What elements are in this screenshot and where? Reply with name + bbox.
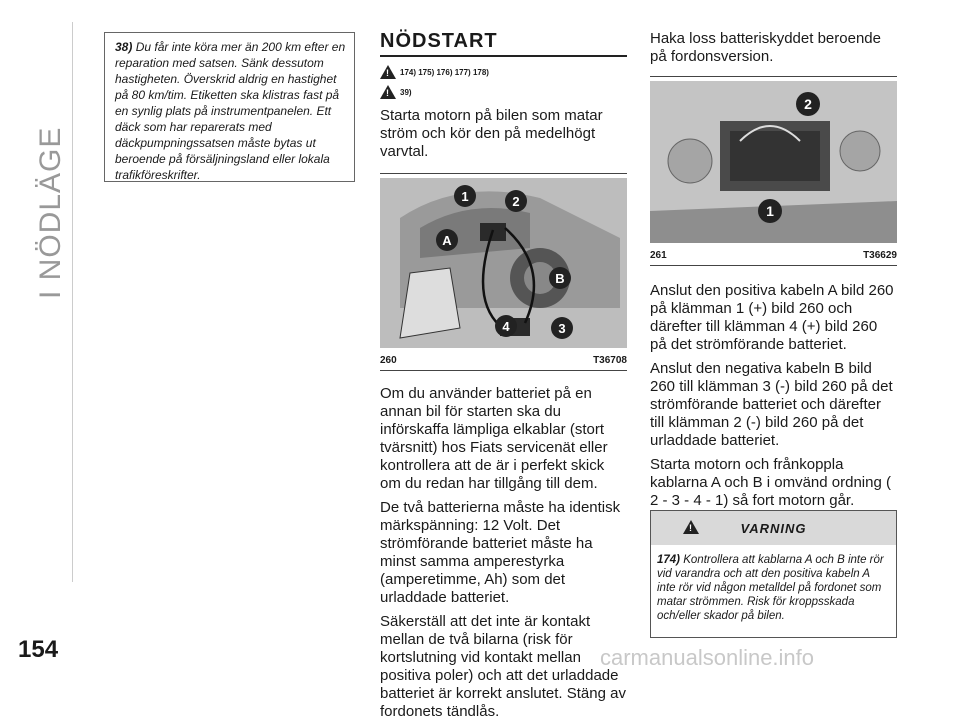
fig261-label-2: 2: [804, 96, 812, 112]
attention-triangle-icon: [380, 85, 396, 99]
warning-box: [650, 510, 897, 638]
attention-ref-text: 39): [400, 87, 412, 97]
figure-261-code: T36629: [863, 250, 897, 261]
figure-261: [650, 76, 897, 261]
paragraph-negative-cable: Anslut den negativa kabeln B bild 260 till klämman 3 (-) bild 260 på det strömförande batteriet och därefter till klämman 2 (-) bild 260 på det urladdade batteriet.: [650, 360, 893, 449]
fig260-label-4: 4: [502, 319, 510, 334]
section-heading: NÖDSTART: [380, 30, 627, 57]
column-middle: [380, 30, 627, 727]
figure-260-number: 260: [380, 355, 397, 366]
intro-paragraph: Starta motorn på bilen som matar ström och kör den på medelhögt varvtal.: [380, 107, 603, 160]
warning-text: Kontrollera att kablarna A och B inte rör vid varandra och att den positiva kabeln A inte rör vid någon metalldel på fordonet som matar strömmen. Risk för kroppsskada och/eller skador på bilen.: [657, 554, 884, 622]
chapter-side-tab: [20, 22, 70, 582]
figure-260: [380, 173, 627, 366]
fig261-label-1: 1: [766, 203, 774, 219]
note-box: [104, 32, 355, 182]
warning-triangle-icon: [380, 65, 396, 79]
warning-title: VARNING: [740, 520, 807, 536]
warning-ref: 174): [657, 554, 681, 566]
fig260-label-b: B: [555, 271, 565, 286]
fig260-label-2: 2: [512, 194, 520, 209]
paragraph-voltage: De två batterierna måste ha identisk märkspänning: 12 Volt. Det strömförande batteriet måste ha minst samma amperestyrka (amperetimme, Ah) som det urladdade batteriet.: [380, 499, 621, 606]
paragraph-start-engine: Starta motorn och frånkoppla kablarna A och B i omvänd ordning ( 2 - 3 - 4 - 1) så fort motorn går.: [650, 456, 891, 509]
col3-intro: Haka loss batteriskyddet beroende på fordonsversion.: [650, 30, 881, 65]
warning-body: [651, 545, 896, 631]
note-text: Du får inte köra mer än 200 km efter en reparation med satsen. Sänk dessutom hastigheten. Överskrid aldrig en hastighet på 80 km/tim. Etiketten ska klistras fast på en synlig plats på instrumentpanelen. Ett däck som har reparerats med däckpumpningssatsen måste bytas ut beroende på försäljningsland eller lokala trafikföreskrifter.: [115, 40, 346, 182]
fig260-label-1: 1: [461, 189, 469, 204]
warning-icon: [683, 520, 699, 534]
watermark: carmanualsonline.info: [600, 645, 815, 670]
instruction-paragraphs: [650, 265, 897, 510]
paragraph-cables: Om du använder batteriet på en annan bil för starten ska du införskaffa lämpliga elkablar (stort tvärsnitt) hos Fiats servicenät eller kontrollera att de är i perfekt skick om du redan har tillgång till dem.: [380, 385, 608, 492]
figure-261-caption: [650, 250, 897, 261]
body-paragraphs: [380, 370, 627, 721]
side-divider: [72, 22, 73, 582]
warning-header: [651, 511, 896, 545]
column-right: [650, 30, 897, 516]
figure-261-number: 261: [650, 250, 667, 261]
paragraph-contact: Säkerställ att det inte är kontakt mellan de två bilarna (risk för kortslutning vid kontakt mellan positiva poler) och att det urladdade batteriet är korrekt anslutet. Stäng av fordonets tändlås.: [380, 613, 626, 720]
paragraph-positive-cable: Anslut den positiva kabeln A bild 260 på klämman 1 (+) bild 260 och därefter till klämman 4 (+) bild 260 på det strömförande batteriet.: [650, 282, 894, 353]
figure-260-code: T36708: [593, 355, 627, 366]
battery-cover-illustration: [650, 81, 897, 243]
figure-260-caption: [380, 355, 627, 366]
chapter-label: I NÖDLÄGE: [34, 126, 67, 299]
warning-refs-text: 174) 175) 176) 177) 178): [400, 67, 489, 77]
attention-reference: [380, 83, 627, 101]
note-ref: 38): [115, 40, 133, 54]
page-number: 154: [18, 636, 59, 663]
fig260-label-a: A: [442, 233, 452, 248]
warning-references: [380, 63, 627, 81]
jump-start-illustration: [380, 178, 627, 348]
fig260-label-3: 3: [558, 321, 566, 336]
